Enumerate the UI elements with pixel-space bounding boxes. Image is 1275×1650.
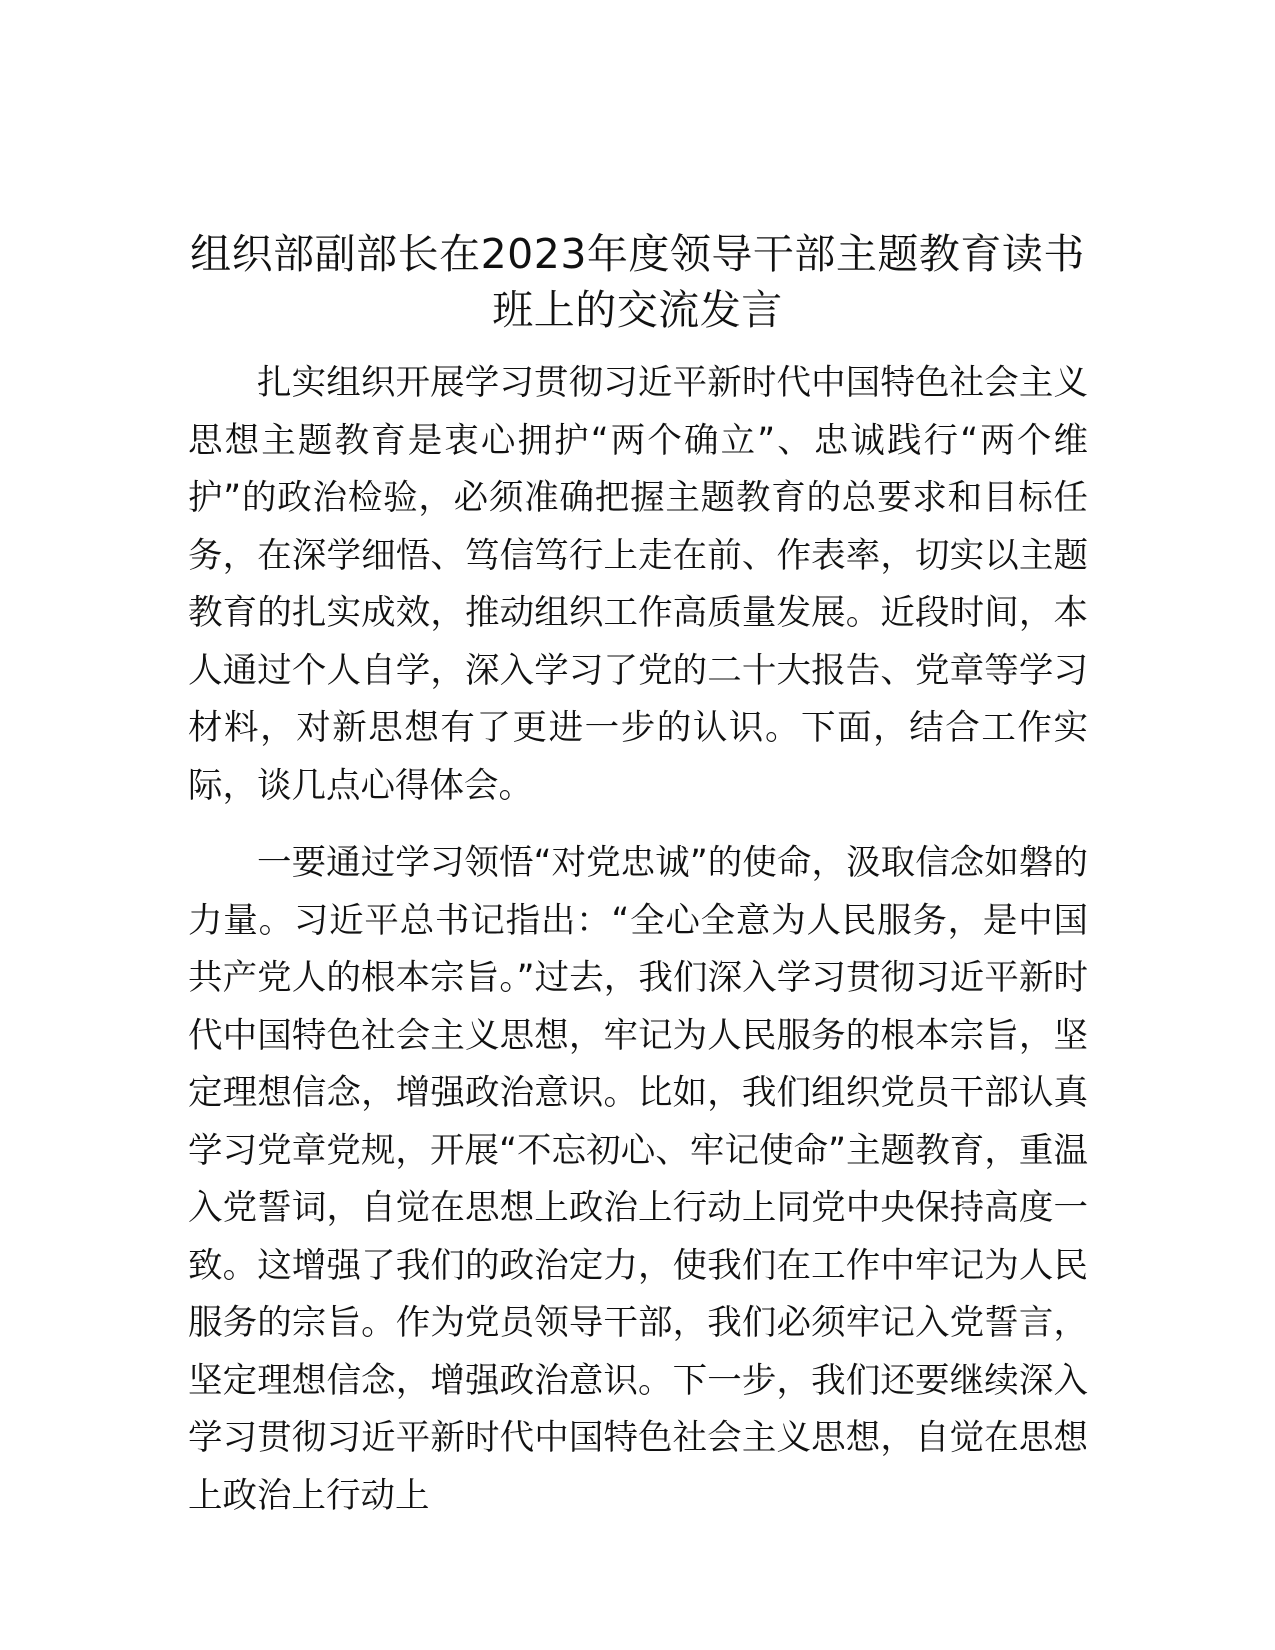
body-paragraph-point-one: 一要通过学习领悟“对党忠诚”的使命，汲取信念如磐的力量。习近平总书记指出：“全心全意为人民服务，是中国共产党人的根本宗旨。”过去，我们深入学习贯彻习近平新时代中国特色社会主义思想，牢记为人民服务的根本宗旨，坚定理想信念，增强政治意识。比如，我们组织党员干部认真学习党章党规，开展“不忘初心、牢记使命”主题教育，重温入党誓词，自觉在思想上政治上行动上同党中央保持高度一致。这增强了我们的政治定力，使我们在工作中牢记为人民服务的宗旨。作为党员领导干部，我们必须牢记入党誓言，坚定理想信念，增强政治意识。下一步，我们还要继续深入学习贯彻习近平新时代中国特色社会主义思想，自觉在思想上政治上行动上: [188, 843, 1088, 1516]
document-title: 组织部副部长在2023年度领导干部主题教育读书班上的交流发言: [190, 230, 1085, 334]
body-paragraph-intro: 扎实组织开展学习贯彻习近平新时代中国特色社会主义思想主题教育是衷心拥护“两个确立”、忠诚践行“两个维护”的政治检验，必须准确把握主题教育的总要求和目标任务，在深学细悟、笃信笃行上走在前、作表率，切实以主题教育的扎实成效，推动组织工作高质量发展。近段时间，本人通过个人自学，深入学习了党的二十大报告、党章等学习材料，对新思想有了更进一步的认识。下面，结合工作实际，谈几点心得体会。: [188, 363, 1088, 806]
